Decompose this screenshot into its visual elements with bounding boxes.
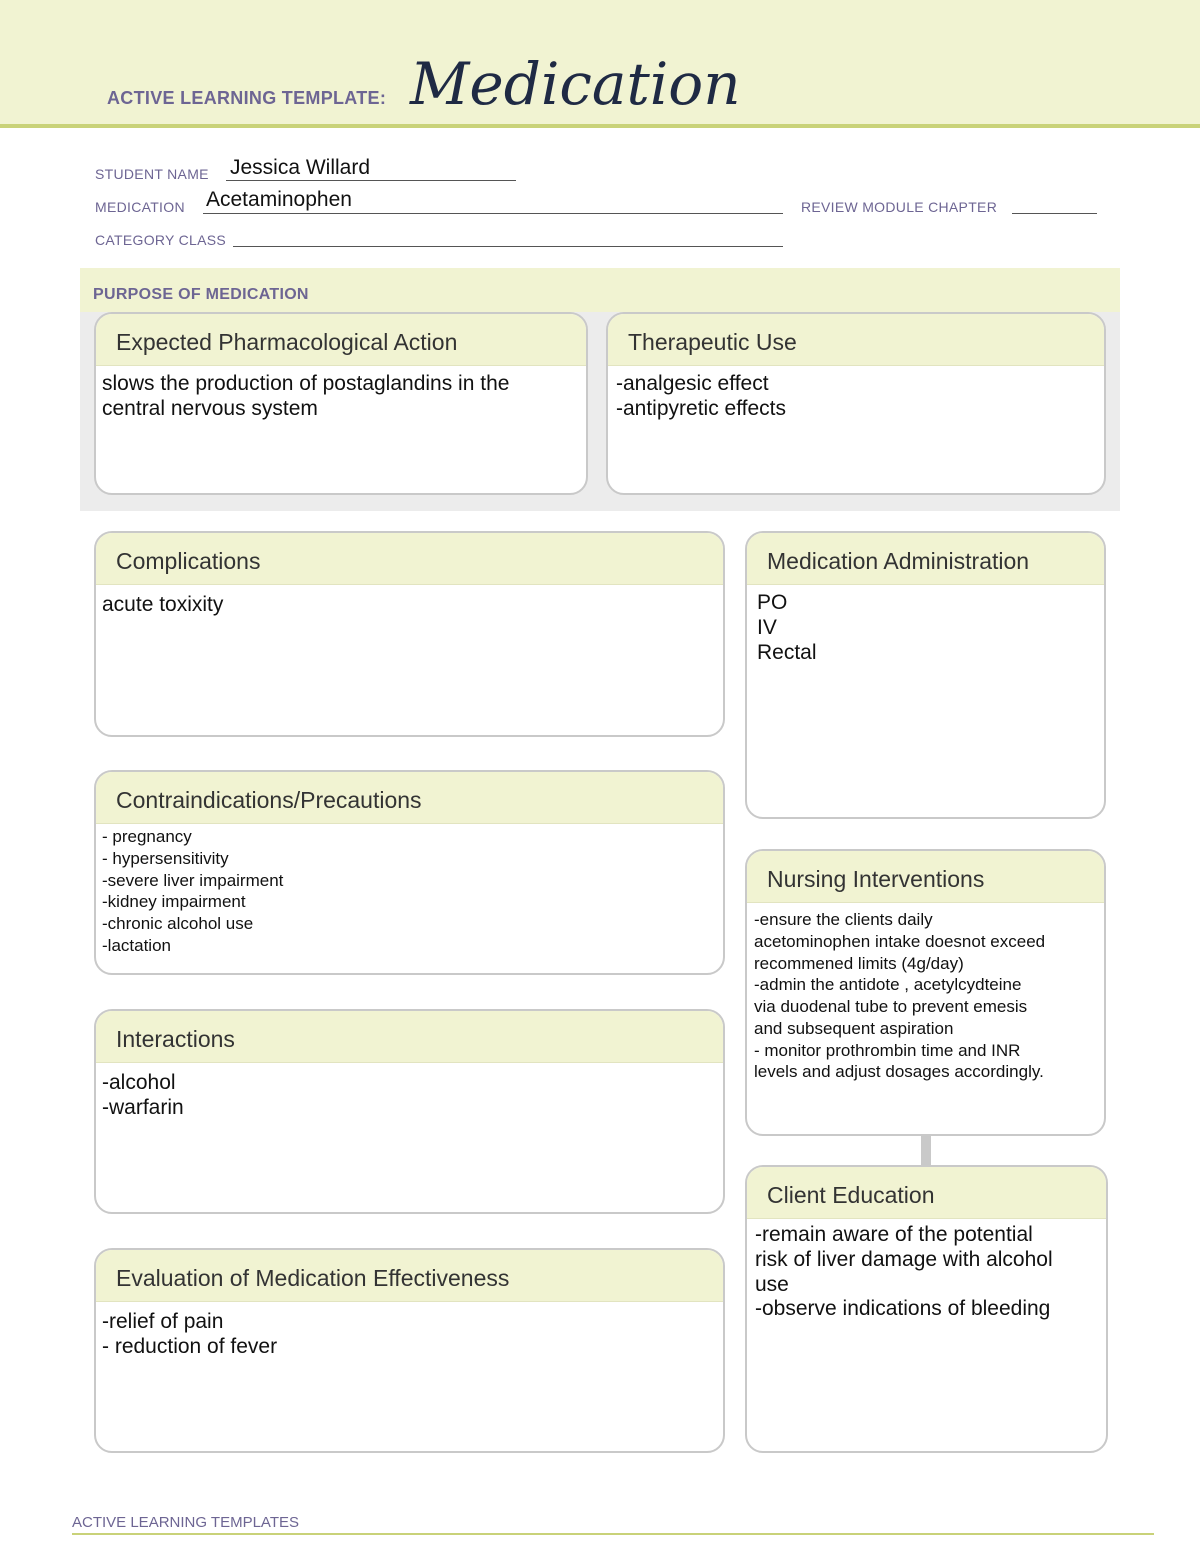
expected-action-card [94,312,588,495]
footer-label: ACTIVE LEARNING TEMPLATES [72,1514,299,1531]
medication-administration-text[interactable]: PO IV Rectal [757,591,817,664]
card-connector [921,1135,931,1167]
medication-administration-title: Medication Administration [747,533,1104,585]
therapeutic-use-text[interactable]: -analgesic effect -antipyretic effects [616,372,787,420]
footer-divider [72,1533,1154,1535]
expected-action-text[interactable]: slows the production of postaglandins in the central nervous system [102,372,510,420]
category-class-label: CATEGORY CLASS [95,232,227,248]
medication-label: MEDICATION [95,199,185,215]
evaluation-title: Evaluation of Medication Effectiveness [96,1250,723,1302]
student-name-label: STUDENT NAME [95,166,209,182]
complications-card [94,531,725,737]
medication-line [203,213,783,214]
nursing-interventions-text[interactable]: -ensure the clients daily acetominophen intake doesnot exceed recommened limits (4g/day) -admin the antidote , acetylcydteine via duodenal tube to prevent emesis and subsequent aspiration - monitor prothrombin time and INR levels and adjust dosages accordingly. [754,910,1046,1082]
interactions-card [94,1009,725,1214]
nursing-interventions-card [745,849,1106,1136]
student-name-line [226,180,516,181]
contraindications-text[interactable]: - pregnancy - hypersensitivity -severe liver impairment -kidney impairment -chronic alcohol use -lactation [102,827,284,955]
category-class-line [233,246,783,247]
therapeutic-use-card [606,312,1106,495]
client-education-card [745,1165,1108,1453]
nursing-interventions-title: Nursing Interventions [747,851,1104,903]
complications-text[interactable]: acute toxixity [102,593,224,616]
therapeutic-use-title: Therapeutic Use [608,314,1104,366]
interactions-title: Interactions [96,1011,723,1063]
medication-field[interactable]: Acetaminophen [206,188,352,211]
expected-action-title: Expected Pharmacological Action [96,314,586,366]
evaluation-text[interactable]: -relief of pain - reduction of fever [102,1310,278,1358]
purpose-label: PURPOSE OF MEDICATION [93,286,309,303]
page-title: Medication [410,50,741,118]
header-label: ACTIVE LEARNING TEMPLATE: [107,88,387,108]
interactions-text[interactable]: -alcohol -warfarin [102,1071,184,1119]
contraindications-title: Contraindications/Precautions [96,772,723,824]
complications-title: Complications [96,533,723,585]
review-module-line [1012,213,1097,214]
contraindications-card [94,770,725,975]
client-education-title: Client Education [747,1167,1106,1219]
review-module-label: REVIEW MODULE CHAPTER [801,199,998,215]
medication-administration-card [745,531,1106,819]
evaluation-card [94,1248,725,1453]
client-education-text[interactable]: -remain aware of the potential risk of liver damage with alcohol use -observe indications of bleeding [755,1223,1053,1321]
student-name-field[interactable]: Jessica Willard [230,156,371,179]
